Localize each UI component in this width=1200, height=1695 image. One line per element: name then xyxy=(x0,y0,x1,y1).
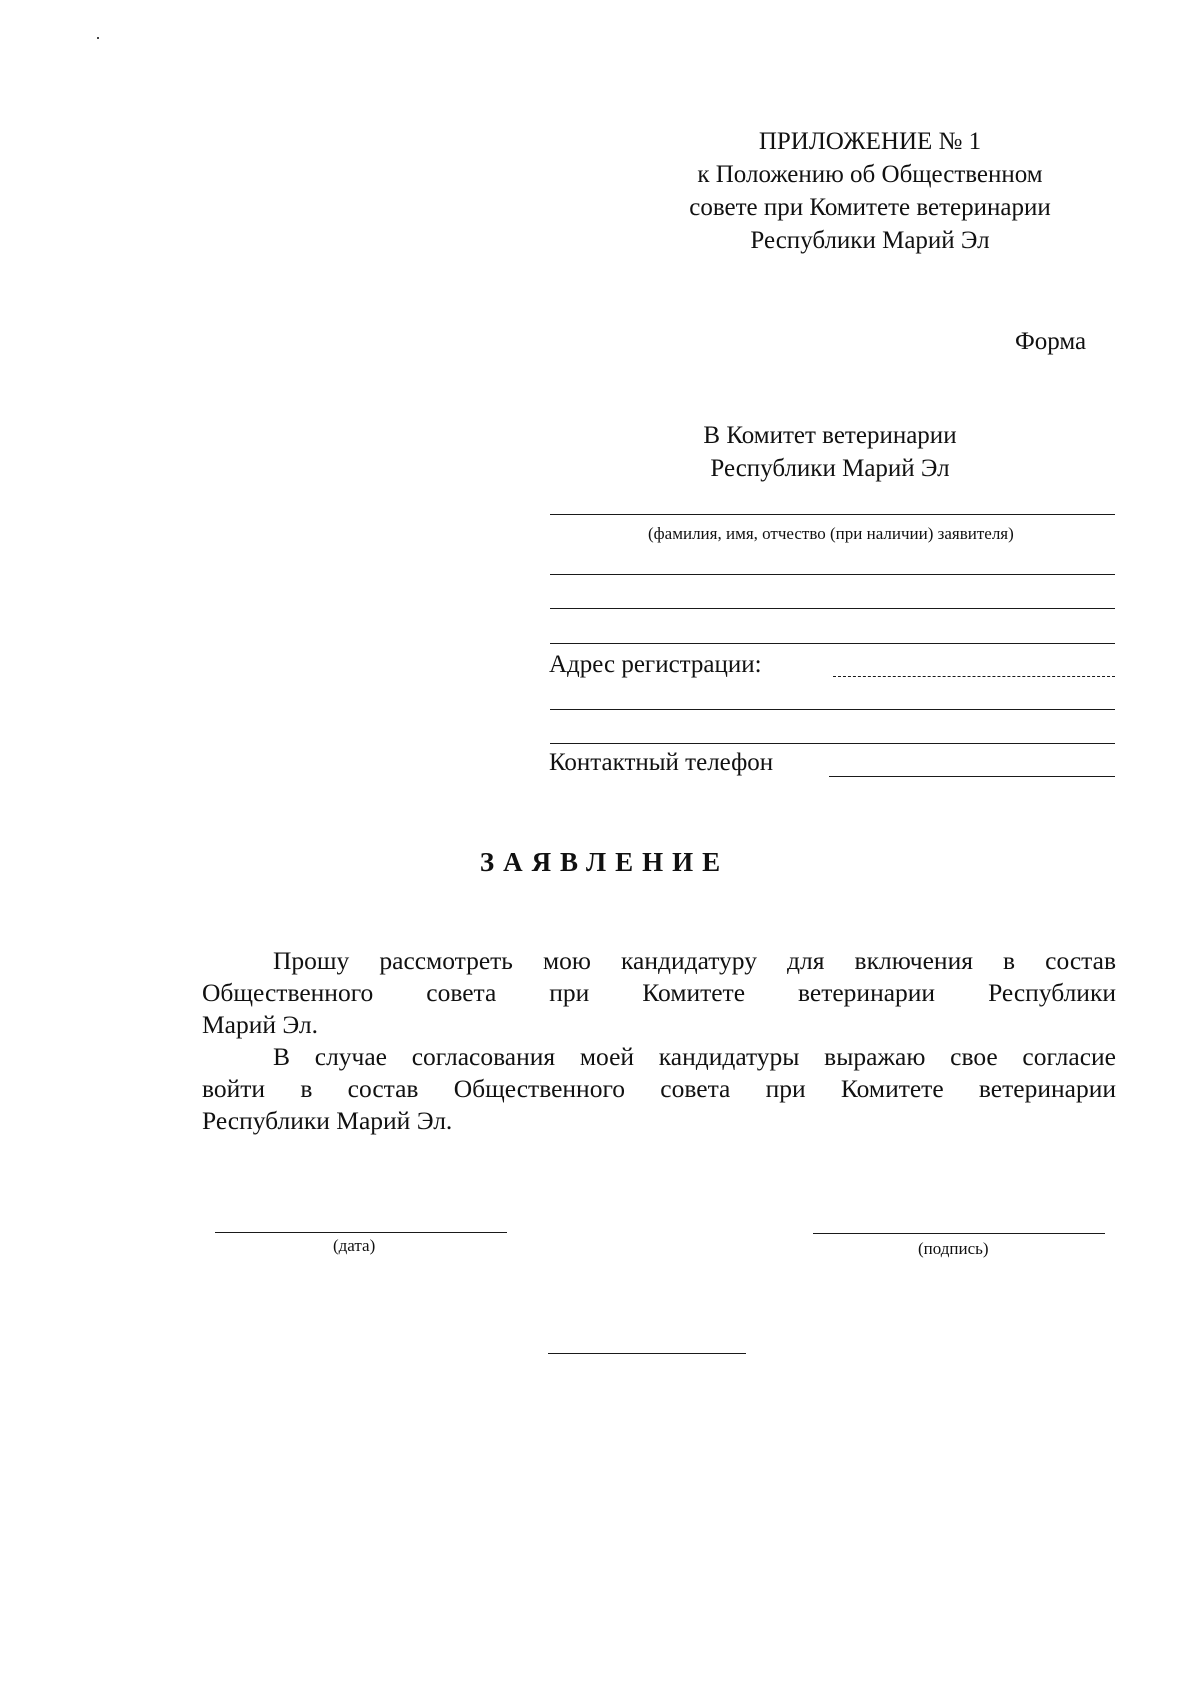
end-separator xyxy=(548,1353,746,1354)
appendix-ref-line: к Положению об Общественном xyxy=(697,161,1043,188)
addressee-line: В Комитет ветеринарии xyxy=(703,422,957,449)
paragraph-2-line-2: войти в состав Общественного совета при Комитете ветеринарии xyxy=(202,1074,1116,1103)
signature-line[interactable] xyxy=(813,1233,1105,1234)
address-label: Адрес регистрации: xyxy=(549,651,762,678)
paragraph-2-line-3: Республики Марий Эл. xyxy=(202,1106,453,1135)
appendix-ref-line: совете при Комитете ветеринарии xyxy=(689,194,1051,221)
paragraph-1-line-1: Прошу рассмотреть мою кандидатуру для включения в состав xyxy=(273,946,1116,975)
document-title: ЗАЯВЛЕНИЕ xyxy=(479,847,730,877)
scan-speck xyxy=(97,37,99,39)
phone-label: Контактный телефон xyxy=(549,749,774,776)
signature-caption: (подпись) xyxy=(918,1239,989,1258)
paragraph-1-line-2: Общественного совета при Комитете ветеринарии Республики xyxy=(202,978,1116,1007)
appendix-ref-line: Республики Марий Эл xyxy=(750,227,990,254)
statement-body xyxy=(202,945,1116,1137)
applicant-name-line-3[interactable] xyxy=(550,608,1115,609)
phone-input-line[interactable] xyxy=(829,776,1115,777)
paragraph-2-line-1: В случае согласования моей кандидатуры выражаю свое согласие xyxy=(273,1042,1116,1071)
address-line-2[interactable] xyxy=(550,709,1115,710)
applicant-name-line[interactable] xyxy=(550,514,1115,515)
date-caption: (дата) xyxy=(333,1236,376,1255)
address-line-3[interactable] xyxy=(550,743,1115,744)
appendix-number: ПРИЛОЖЕНИЕ № 1 xyxy=(758,128,982,155)
appendix-header xyxy=(640,125,1100,257)
address-input-line[interactable] xyxy=(833,676,1115,677)
paragraph-1-line-3: Марий Эл. xyxy=(202,1010,319,1039)
form-label: Форма xyxy=(1015,328,1087,355)
date-line[interactable] xyxy=(215,1232,507,1233)
applicant-name-line-4[interactable] xyxy=(550,643,1115,644)
addressee-block xyxy=(640,419,1020,485)
addressee-line: Республики Марий Эл xyxy=(710,455,950,482)
applicant-name-line-2[interactable] xyxy=(550,574,1115,575)
applicant-name-caption: (фамилия, имя, отчество (при наличии) заявителя) xyxy=(648,524,1014,543)
